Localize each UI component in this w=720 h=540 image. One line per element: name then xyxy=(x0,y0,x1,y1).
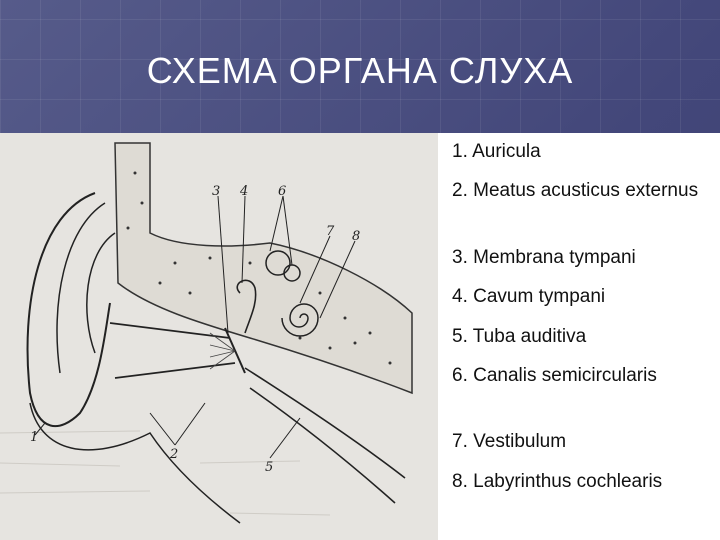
legend-item-auricula: 1. Auricula xyxy=(452,141,541,162)
figure-number-7: 7 xyxy=(326,224,335,239)
ear-drawing xyxy=(0,133,438,540)
legend-item-meatus-acusticus-externus: 2. Meatus acusticus externus xyxy=(452,180,699,201)
legend-item-labyrinthus-cochlearis: 8. Labyrinthus cochlearis xyxy=(452,471,663,492)
figure-number-1: 1 xyxy=(30,430,39,445)
figure-number-8: 8 xyxy=(352,229,361,244)
legend-item-cavum-tympani: 4. Cavum tympani xyxy=(452,286,606,307)
figure-number-5: 5 xyxy=(265,460,274,475)
figure-number-6: 6 xyxy=(278,184,287,199)
slide-title: СХЕМА ОРГАНА СЛУХА xyxy=(146,50,574,91)
legend-item-vestibulum: 7. Vestibulum xyxy=(452,431,567,452)
figure-number-2: 2 xyxy=(170,447,179,462)
legend-panel xyxy=(438,133,720,540)
figure-number-4: 4 xyxy=(240,184,249,199)
legend-item-tuba-auditiva: 5. Tuba auditiva xyxy=(452,326,587,347)
legend-item-canalis-semicircularis: 6. Canalis semicircularis xyxy=(452,365,657,386)
ear-anatomy-diagram xyxy=(0,133,438,540)
legend-item-membrana-tympani: 3. Membrana tympani xyxy=(452,247,636,268)
figure-number-3: 3 xyxy=(212,184,221,199)
